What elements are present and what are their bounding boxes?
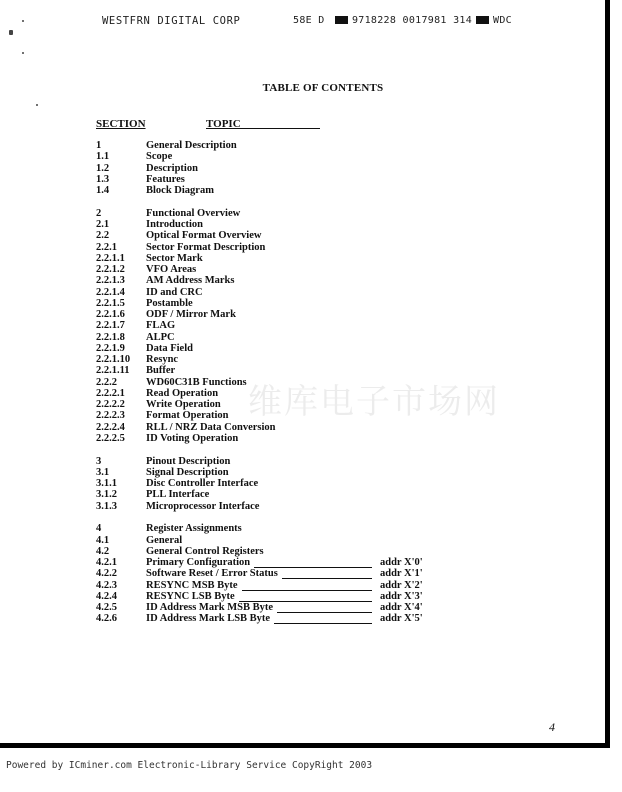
toc-entry-title: ID Address Mark LSB Byte [146,613,271,625]
toc-entry-number: 2.2.2.2 [96,399,125,410]
black-block-mark [476,16,489,24]
toc-entry-title: Primary Configuration [146,557,251,568]
toc-entry-number: 2.2.1.9 [96,342,125,354]
toc-entry-title: Functional Overview [146,207,241,219]
scan-speck [22,52,24,54]
toc-entry-number: 2.2.2.5 [96,432,125,444]
toc-entry-title: Introduction [146,219,203,230]
page-number: 4 [549,720,555,734]
toc-entry-number: 2.2.2.1 [96,387,125,399]
toc-entry-address: addr X'0' [380,557,423,568]
toc-entry-title: Read Operation [146,387,219,399]
toc-fill-line [254,557,372,568]
topic-column-heading: TOPIC [206,118,241,130]
page-title: TABLE OF CONTENTS [262,82,384,94]
toc-entry-title: RESYNC MSB Byte [146,579,238,591]
toc-entry-title: ODF / Mirror Mark [146,309,236,320]
black-block-mark [335,16,348,24]
toc-entry-title: Postamble [146,297,193,309]
toc-entry-number: 2.2.1.10 [96,354,131,365]
toc-entry-number: 4.2.6 [96,613,117,625]
toc-entry-title: Features [146,173,185,185]
toc-entry-address: addr X'3' [380,590,423,602]
toc-entry-title: Sector Format Description [146,241,266,253]
toc-entry-title: Resync [146,354,179,365]
toc-entry-address: addr X'5' [380,613,423,625]
toc-entry-number: 4.2.4 [96,590,117,602]
toc-entry-number: 3.1.2 [96,489,117,501]
toc-entry-title: WD60C31B Functions [146,376,247,388]
toc-entry-number: 1.1 [96,151,110,163]
toc-entry-title: General Control Registers [146,545,264,557]
toc-entry-number: 4 [96,523,102,535]
toc-entry-title: PLL Interface [146,489,210,501]
toc-entry-title: VFO Areas [146,264,197,275]
toc-entry-title: AM Address Marks [146,275,235,287]
footer-credit: Powered by ICminer.com Electronic-Library Service CopyRight 2003 [6,760,373,771]
toc-entry-number: 2.1 [96,219,110,230]
toc-entry-title: RESYNC LSB Byte [146,590,235,602]
toc-entry-number: 2.2.1.1 [96,252,125,264]
toc-entry-title: Sector Mark [146,252,203,264]
scan-speck [36,104,38,106]
toc-entry-number: 2.2.1 [96,241,117,253]
toc-entry-title: ALPC [146,331,175,343]
scan-speck [22,20,24,22]
toc-entry-number: 2.2.2.3 [96,410,125,422]
toc-entry-title: Format Operation [146,410,229,422]
toc-entry-title: Disc Controller Interface [146,478,259,489]
toc-entry-number: 1.2 [96,162,110,174]
toc-entry-number: 2.2.1.4 [96,286,125,298]
toc-fill-line [277,602,372,613]
toc-entry-number: 2.2.2 [96,376,117,388]
toc-fill-line [282,568,372,579]
toc-entry-number: 4.2.3 [96,579,117,591]
toc-entry-title: Write Operation [146,399,221,410]
toc-entry-address: addr X'2' [380,579,423,591]
toc-entry-number: 2.2.2.4 [96,421,125,433]
toc-entry-title: General Description [146,140,237,151]
toc-entry-title: Buffer [146,365,176,377]
toc-entry-number: 4.1 [96,534,110,546]
toc-entry-number: 3.1.3 [96,500,117,512]
toc-entry-title: RLL / NRZ Data Conversion [146,421,276,433]
toc-entry-number: 4.2.2 [96,568,117,580]
toc-entry-title: Register Assignments [146,523,242,535]
toc-fill-line [239,591,372,602]
toc-entry-number: 2.2.1.6 [96,309,125,320]
toc-entry-title: ID Address Mark MSB Byte [146,602,273,613]
toc-entry-title: Block Diagram [146,185,214,196]
toc-entry-number: 2.2.1.5 [96,297,125,309]
toc-entry-address: addr X'4' [380,602,423,613]
toc-entry-title: Scope [146,151,173,163]
toc-entry-number: 4.2 [96,545,110,557]
toc-entry-address: addr X'1' [380,568,423,580]
toc-entry-number: 2.2.1.2 [96,264,125,275]
toc-entry-number: 1 [96,140,102,151]
toc-entry-number: 3.1 [96,466,110,478]
toc-entry-number: 2.2.1.3 [96,275,125,287]
header-code-1: 58E D [293,15,325,26]
toc-entry-title: Data Field [146,342,193,354]
toc-entry-number: 2.2.1.7 [96,320,125,332]
toc-fill-line [274,613,372,624]
page-header-right [293,15,512,26]
toc-entry-number: 2 [96,207,102,219]
toc-entry-number: 3 [96,455,102,467]
toc-entry-number: 2.2.1.8 [96,331,125,343]
toc-entry-title: Description [146,162,198,174]
watermark: 维库电子市场网 [248,382,500,422]
toc-entry-number: 1.4 [96,185,110,196]
toc-entry-title: Software Reset / Error Status [146,568,278,580]
toc-fill-line [242,580,372,591]
toc-entry-number: 4.2.5 [96,602,117,613]
page-header-left: WESTFRN DIGITAL CORP [102,15,241,27]
toc-entry-title: Optical Format Overview [146,230,262,242]
toc-entry-title: General [146,534,183,546]
header-code-2: 9718228 0017981 314 [351,15,473,26]
section-column-heading: SECTION [96,118,146,130]
toc-entry-number: 2.2 [96,230,110,242]
toc-entry-title: Pinout Description [146,455,231,467]
toc-entry-number: 4.2.1 [96,557,117,568]
toc-entry-title: ID and CRC [146,286,203,298]
topic-underline [206,128,320,129]
toc-entry-number: 1.3 [96,173,110,185]
toc-entry-number: 2.2.1.11 [96,365,130,377]
header-code-3: WDC [493,15,512,26]
toc-entry-title: ID Voting Operation [146,432,239,444]
toc-entry-number: 3.1.1 [96,478,117,489]
toc-entry-title: FLAG [146,320,176,332]
toc-entry-title: Microprocessor Interface [146,500,260,512]
toc-entry-title: Signal Description [146,466,229,478]
scan-speck [9,30,13,35]
